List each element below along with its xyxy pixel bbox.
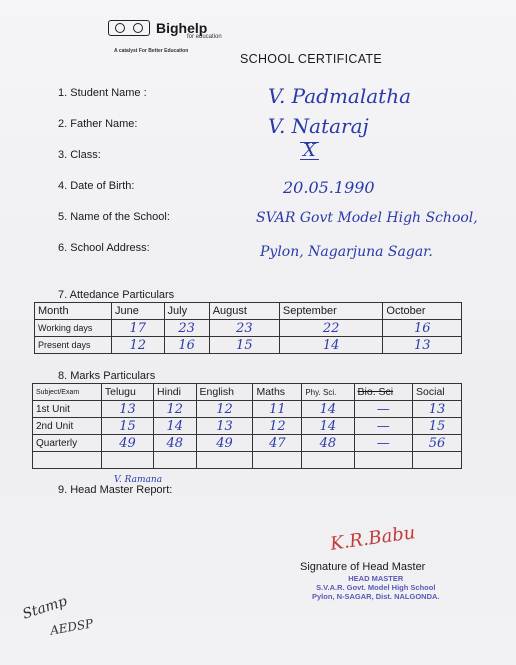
marks-empty-cell xyxy=(354,452,413,469)
table-row xyxy=(33,435,462,452)
marks-cell: 48 xyxy=(154,435,196,452)
page-title: SCHOOL CERTIFICATE xyxy=(240,52,382,66)
att-cell: 13 xyxy=(383,337,462,354)
marks-cell: 12 xyxy=(253,418,302,435)
marks-row-label: Quarterly xyxy=(33,435,102,452)
marks-cell: 15 xyxy=(101,418,153,435)
att-header-cell: October xyxy=(383,303,462,320)
marks-header-cell: Bio. Sci xyxy=(354,384,413,401)
marks-cell: 12 xyxy=(196,401,253,418)
class-label: 3. Class: xyxy=(58,149,101,161)
att-cell: 22 xyxy=(279,320,383,337)
att-cell: 16 xyxy=(164,337,209,354)
marks-cell: 14 xyxy=(302,401,354,418)
officer-signature: Stamp xyxy=(20,593,70,623)
officer-designation: AEDSP xyxy=(49,616,95,638)
marks-row-label: 1st Unit xyxy=(33,401,102,418)
attendance-table xyxy=(34,302,462,354)
table-row xyxy=(33,418,462,435)
marks-table xyxy=(32,383,462,469)
head-master-report-label: 9. Head Master Report: xyxy=(58,484,173,496)
head-master-note: V. Ramana xyxy=(114,475,163,485)
student-name-value: V. Padmalatha xyxy=(268,84,411,108)
marks-cell: 12 xyxy=(154,401,196,418)
marks-cell: 56 xyxy=(413,435,462,452)
att-cell: 15 xyxy=(209,337,279,354)
marks-cell: — xyxy=(354,401,413,418)
marks-cell: 14 xyxy=(302,418,354,435)
table-row xyxy=(33,452,462,469)
marks-cell: 49 xyxy=(196,435,253,452)
marks-empty-cell xyxy=(253,452,302,469)
stamp-line: Pylon, N-SAGAR, Dist. NALGONDA. xyxy=(312,592,440,601)
logo-subtitle: for education xyxy=(187,34,222,40)
marks-cell: 49 xyxy=(101,435,153,452)
marks-cell: — xyxy=(354,418,413,435)
att-header-cell: September xyxy=(279,303,383,320)
att-cell: 12 xyxy=(112,337,165,354)
att-header-cell: July xyxy=(164,303,209,320)
marks-empty-cell xyxy=(302,452,354,469)
marks-empty-cell xyxy=(154,452,196,469)
marks-cell: 13 xyxy=(413,401,462,418)
stamp-line: S.V.A.R. Govt. Model High School xyxy=(316,583,436,592)
att-cell: 23 xyxy=(209,320,279,337)
logo-mark-icon xyxy=(108,20,150,36)
dob-value: 20.05.1990 xyxy=(283,178,375,197)
marks-cell: 11 xyxy=(253,401,302,418)
marks-header-cell: Maths xyxy=(253,384,302,401)
student-name-label: 1. Student Name : xyxy=(58,87,147,99)
table-row xyxy=(35,320,462,337)
marks-row-label: 2nd Unit xyxy=(33,418,102,435)
school-name-label: 5. Name of the School: xyxy=(58,211,170,223)
marks-heading: 8. Marks Particulars xyxy=(58,370,156,382)
marks-cell: — xyxy=(354,435,413,452)
father-name-label: 2. Father Name: xyxy=(58,118,138,130)
school-address-label: 6. School Address: xyxy=(58,242,150,254)
marks-empty-cell xyxy=(413,452,462,469)
att-header-cell: August xyxy=(209,303,279,320)
att-cell: 23 xyxy=(164,320,209,337)
att-cell: 14 xyxy=(279,337,383,354)
stamp-line: HEAD MASTER xyxy=(348,574,404,583)
att-row-label: Present days xyxy=(35,337,112,354)
marks-cell: 48 xyxy=(302,435,354,452)
att-header-cell: Month xyxy=(35,303,112,320)
marks-header-cell: Phy. Sci. xyxy=(302,384,354,401)
marks-cell: 47 xyxy=(253,435,302,452)
table-row xyxy=(33,401,462,418)
class-value: X xyxy=(300,142,319,160)
marks-header-cell: English xyxy=(196,384,253,401)
marks-cell: 13 xyxy=(101,401,153,418)
head-master-signature: K.R.Babu xyxy=(328,522,417,555)
marks-empty-cell xyxy=(196,452,253,469)
att-row-label: Working days xyxy=(35,320,112,337)
logo-tagline: A catalyst For Better Education xyxy=(114,48,189,54)
school-stamp xyxy=(312,574,440,601)
marks-header-cell: Hindi xyxy=(154,384,196,401)
marks-cell: 14 xyxy=(154,418,196,435)
dob-label: 4. Date of Birth: xyxy=(58,180,135,192)
marks-header-cell: Social xyxy=(413,384,462,401)
marks-header-cell: Subject/Exam xyxy=(33,384,102,401)
marks-empty-cell xyxy=(101,452,153,469)
father-name-value: V. Nataraj xyxy=(268,114,369,138)
marks-cell: 13 xyxy=(196,418,253,435)
logo-name: Bighelp xyxy=(156,20,208,36)
marks-header-cell: Telugu xyxy=(101,384,153,401)
school-address-value: Pylon, Nagarjuna Sagar. xyxy=(260,244,433,260)
attendance-heading: 7. Attedance Particulars xyxy=(58,289,175,301)
signature-label: Signature of Head Master xyxy=(300,561,426,573)
table-row xyxy=(35,337,462,354)
school-name-value: SVAR Govt Model High School, xyxy=(256,210,478,226)
marks-cell: 15 xyxy=(413,418,462,435)
att-cell: 17 xyxy=(112,320,165,337)
marks-empty-cell xyxy=(33,452,102,469)
att-header-cell: June xyxy=(112,303,165,320)
att-cell: 16 xyxy=(383,320,462,337)
